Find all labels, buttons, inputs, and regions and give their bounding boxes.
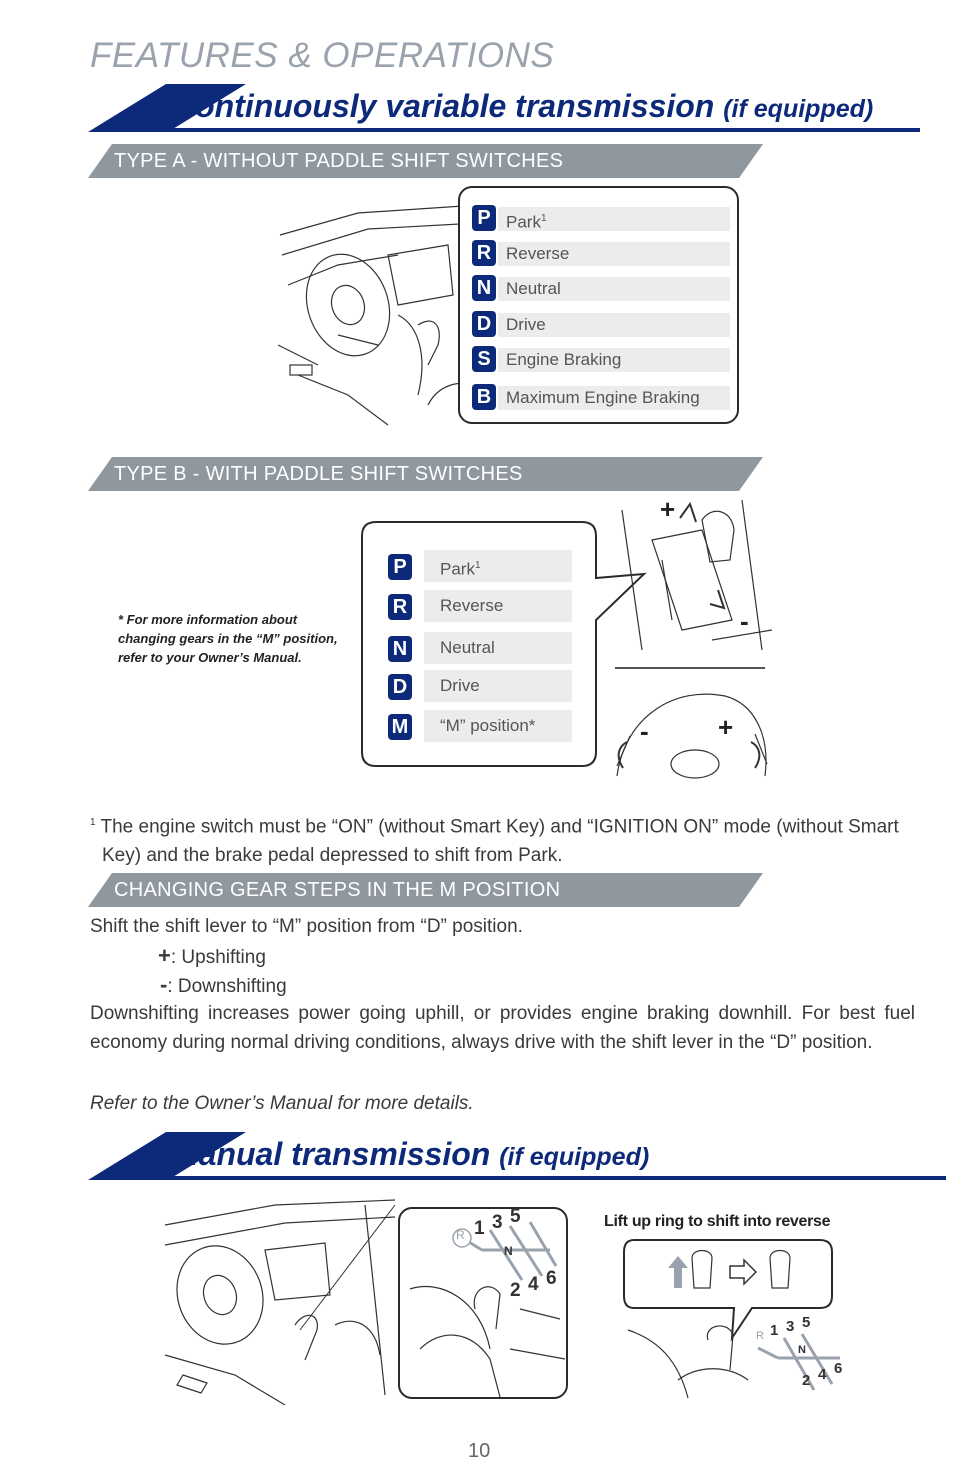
reverse-gate-neutral: N — [798, 1344, 806, 1356]
gear-label: Neutral — [506, 279, 561, 298]
gear-badge-s: S — [472, 346, 496, 372]
gate-number-6: 6 — [546, 1268, 557, 1289]
downshift-symbol: - — [160, 972, 168, 997]
type-a-label: TYPE A - WITHOUT PADDLE SHIFT SWITCHES — [114, 150, 564, 172]
park-footnote — [90, 808, 912, 870]
manual-title-sub: (if equipped) — [499, 1143, 650, 1171]
gear-label: Engine Braking — [506, 350, 622, 369]
gear-label: Park — [506, 212, 541, 232]
gate-number-1: 1 — [474, 1218, 485, 1239]
gear-badge-r: R — [388, 594, 412, 620]
gate-number-4: 4 — [528, 1274, 539, 1295]
shifter-plus-symbol: + — [660, 494, 676, 524]
gear-label: Reverse — [440, 596, 504, 615]
gear-badge-n: N — [472, 275, 496, 301]
downshift-text: : Downshifting — [167, 976, 287, 997]
steps-intro: Shift the shift lever to “M” position from “D” position. — [90, 916, 523, 937]
upshift-text: : Upshifting — [170, 947, 266, 968]
paddle-plus-symbol: + — [718, 712, 734, 742]
manual-title — [172, 1136, 649, 1173]
gear-row — [498, 313, 730, 337]
gear-badge-d: D — [388, 674, 412, 700]
gate-reverse-label: R — [456, 1228, 465, 1242]
reverse-gate-number-1: 1 — [770, 1322, 779, 1339]
gear-label: Drive — [506, 315, 546, 334]
gear-row — [424, 632, 572, 664]
gear-row — [424, 670, 572, 702]
gear-row — [424, 550, 572, 582]
gear-badge-m: M — [388, 714, 412, 740]
shifter-minus-symbol: - — [740, 606, 749, 636]
page-number: 10 — [468, 1440, 491, 1462]
m-position-note: * For more information about changing gears in the “M” position, refer to your Owner’s Manual. — [118, 612, 338, 665]
reverse-gate-number-2: 2 — [802, 1372, 811, 1389]
reverse-gate-number-5: 5 — [802, 1314, 811, 1331]
section-header: FEATURES & OPERATIONS — [90, 36, 555, 75]
gear-label: Maximum Engine Braking — [506, 388, 700, 407]
reverse-gate-number-6: 6 — [834, 1360, 843, 1377]
manual-dashboard-illustration — [155, 1195, 405, 1415]
gear-row — [498, 277, 730, 301]
gear-badge-p: P — [472, 205, 496, 231]
cvt-title-main: Continuously variable transmission — [172, 88, 715, 124]
manual-title-main: Manual transmission — [172, 1136, 491, 1172]
gear-badge-r: R — [472, 240, 496, 266]
gear-row — [498, 348, 730, 372]
refer-note: Refer to the Owner’s Manual for more details. — [90, 1093, 474, 1114]
gear-badge-d: D — [472, 311, 496, 337]
gear-badge-p: P — [388, 554, 412, 580]
reverse-gate-number-3: 3 — [786, 1318, 795, 1335]
gate-neutral: N — [504, 1244, 513, 1258]
paddle-switch-illustration — [605, 676, 775, 781]
footnote-text: The engine switch must be “ON” (without Smart Key) and “IGNITION ON” mode (without Smart Key) and the brake pedal depressed to shift from Park. — [100, 816, 899, 867]
illustration-divider — [615, 667, 765, 669]
steps-body: Downshifting increases power going uphill, or provides engine braking downhill. For best fuel economy during normal driving conditions, always drive with the shift lever in the “D” position. — [90, 1003, 915, 1053]
type-a-dashboard-illustration — [278, 195, 478, 430]
steps-label: CHANGING GEAR STEPS IN THE M POSITION — [114, 879, 561, 901]
gear-label: Neutral — [440, 638, 495, 657]
reverse-gate-number-4: 4 — [818, 1366, 827, 1383]
reverse-shifter-illustration — [618, 1320, 848, 1400]
cvt-title — [172, 88, 873, 125]
gear-label: Reverse — [506, 244, 570, 263]
type-b-label: TYPE B - WITH PADDLE SHIFT SWITCHES — [114, 463, 523, 485]
gear-row — [498, 207, 730, 231]
footnote-marker: 1 — [474, 560, 481, 571]
cvt-title-sub: (if equipped) — [723, 95, 874, 123]
upshift-line — [158, 941, 266, 972]
gear-label: Park — [440, 559, 475, 579]
gear-label: “M” position* — [440, 716, 536, 735]
gear-badge-n: N — [388, 636, 412, 662]
footnote-marker: 1 — [540, 213, 547, 224]
gear-row — [498, 242, 730, 266]
gear-badge-b: B — [472, 384, 496, 410]
gate-number-5: 5 — [510, 1206, 521, 1227]
footnote-number: 1 — [90, 817, 96, 828]
upshift-symbol: + — [158, 943, 171, 968]
downshift-line — [160, 970, 287, 1001]
reverse-caption: Lift up ring to shift into reverse — [604, 1213, 831, 1230]
gear-label: Drive — [440, 676, 480, 695]
gate-number-3: 3 — [492, 1212, 503, 1233]
gear-row — [424, 710, 572, 742]
paddle-minus-symbol: - — [640, 716, 649, 746]
gear-row — [498, 386, 730, 410]
reverse-gate-reverse-label: R — [756, 1330, 764, 1342]
gear-row — [424, 590, 572, 622]
gate-number-2: 2 — [510, 1280, 521, 1301]
